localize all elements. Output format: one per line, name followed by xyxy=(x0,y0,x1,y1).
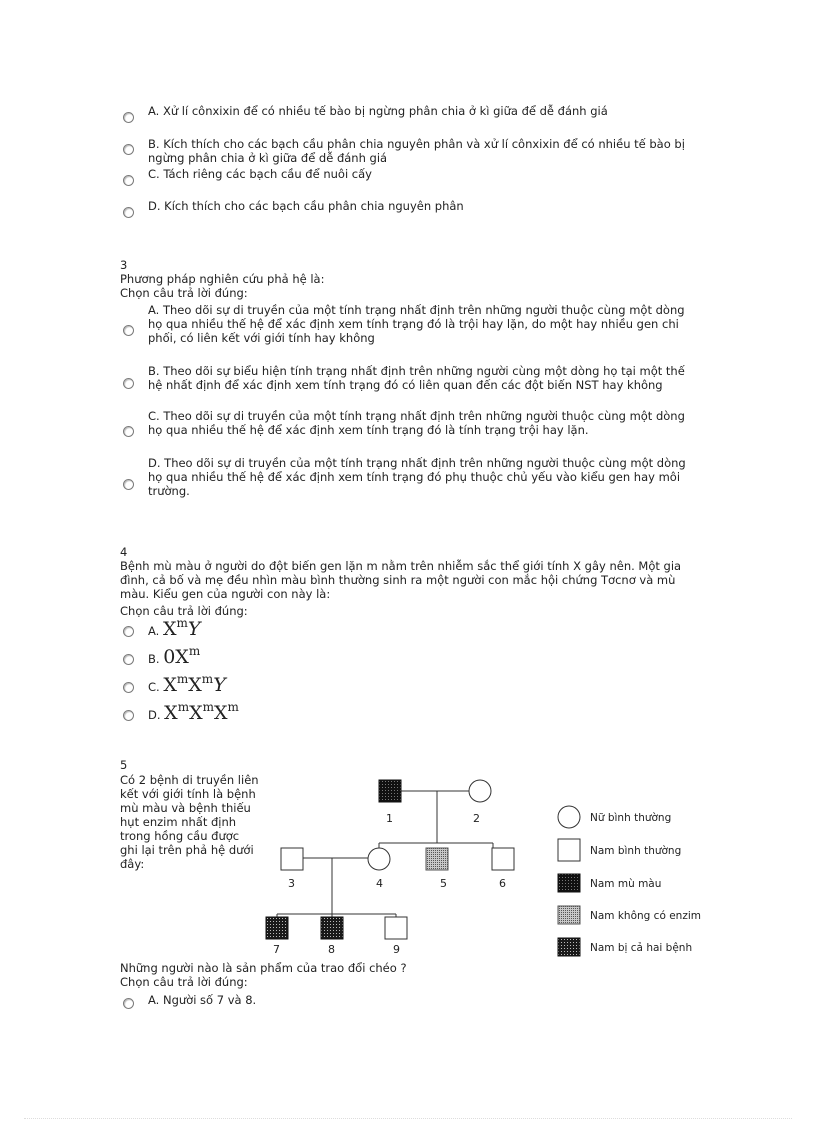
legend-colorblind-male-icon xyxy=(558,874,580,892)
q2-option-c-radio[interactable] xyxy=(123,175,134,186)
q5-question-after: Những người nào là sản phẩm của trao đổi chéo ? xyxy=(120,961,407,975)
q4-option-d-label: D. xyxy=(148,708,161,722)
q3-question: Phương pháp nghiên cứu phả hệ là: xyxy=(120,272,325,286)
q3-option-c-radio[interactable] xyxy=(123,426,134,437)
legend-both-diseases-male-icon xyxy=(558,938,580,956)
q3-option-c-text: C. Theo dõi sự di truyền của một tính trạng nhất định trên những người thuộc cùng một dòng họ qua nhiều thế hệ để xác định xem tính trạng đó là tính trạng trội hay lặn. xyxy=(148,409,685,437)
q3-number: 3 xyxy=(120,258,128,272)
q5-question: Có 2 bệnh di truyền liên kết với giới tính là bệnh mù màu và bệnh thiếu hụt enzim nhất định trong hồng cầu được ghi lại trên phả hệ dưới đây: xyxy=(120,773,259,871)
q4-option-d-radio[interactable] xyxy=(123,710,134,721)
q3-option-d-radio[interactable] xyxy=(123,479,134,490)
q4-option-c xyxy=(148,674,226,696)
legend-label-2: Nam bình thường xyxy=(590,845,682,857)
q4-number: 4 xyxy=(120,545,128,559)
legend-label-1: Nữ bình thường xyxy=(590,812,672,824)
q4-option-c-formula: $X^mX^mY$ xyxy=(163,672,226,696)
pedigree-number-2: 2 xyxy=(473,812,480,825)
page-footer-divider xyxy=(24,1118,792,1119)
q5-option-a-radio[interactable] xyxy=(123,998,134,1009)
q4-option-d xyxy=(148,702,239,724)
legend-label-4: Nam không có enzim xyxy=(590,910,701,922)
individual-6-normal-male xyxy=(492,848,514,870)
q4-option-b xyxy=(148,646,200,668)
q4-option-b-formula: $0X^m$ xyxy=(163,644,201,668)
pedigree-number-7: 7 xyxy=(273,943,280,956)
q4-option-d-formula: $X^mX^mX^m$ xyxy=(164,700,239,724)
individual-3-normal-male xyxy=(281,848,303,870)
individual-7-affected-male xyxy=(266,917,288,939)
pedigree-number-1: 1 xyxy=(386,812,393,825)
legend-label-3: Nam mù màu xyxy=(590,878,662,890)
individual-2-normal-female xyxy=(469,780,491,802)
q5-number: 5 xyxy=(120,758,128,772)
q3-option-d-text: D. Theo dõi sự di truyền của một tính trạng nhất định trên những người thuộc cùng một dòng họ qua nhiều thế hệ để xác định xem tính trạng đó phụ thuộc chủ yếu vào kiểu gen hay môi trường. xyxy=(148,456,686,498)
pedigree-number-3: 3 xyxy=(288,877,295,890)
q4-question: Bệnh mù màu ở người do đột biến gen lặn m nằm trên nhiễm sắc thể giới tính X gây nên. Một gia đình, cả bố và mẹ đều nhìn màu bình thường sinh ra một người con mắc hội chứng Tơcnơ và mù màu. Kiểu gen của người con này là: xyxy=(120,559,682,601)
pedigree-number-4: 4 xyxy=(376,877,383,890)
individual-9-normal-male xyxy=(385,917,407,939)
q4-prompt: Chọn câu trả lời đúng: xyxy=(120,604,248,618)
q4-option-a-label: A. xyxy=(148,624,160,638)
legend-enzyme-deficient-male-icon xyxy=(558,906,580,924)
q2-option-b-text: B. Kích thích cho các bạch cầu phân chia nguyên phân và xử lí cônxixin để có nhiều tế bào bị ngừng phân chia ở kì giữa để dễ đánh giá xyxy=(148,137,685,165)
q2-option-a-radio[interactable] xyxy=(123,112,134,123)
q2-option-b-radio[interactable] xyxy=(123,144,134,155)
q4-option-a-formula: $X^mY$ xyxy=(162,616,201,640)
pedigree-number-8: 8 xyxy=(328,943,335,956)
q3-option-a-radio[interactable] xyxy=(123,325,134,336)
individual-8-affected-male xyxy=(321,917,343,939)
q3-prompt: Chọn câu trả lời đúng: xyxy=(120,286,248,300)
q3-option-b-radio[interactable] xyxy=(123,378,134,389)
q2-option-d-text: D. Kích thích cho các bạch cầu phân chia nguyên phân xyxy=(148,199,464,213)
q4-option-c-label: C. xyxy=(148,680,160,694)
q4-option-a xyxy=(148,618,200,640)
q5-prompt: Chọn câu trả lời đúng: xyxy=(120,975,248,989)
individual-1-affected-male xyxy=(379,780,401,802)
q3-option-a-text: A. Theo dõi sự di truyền của một tính trạng nhất định trên những người thuộc cùng một dòng họ qua nhiều thế hệ để xác định xem tính trạng đó là trội hay lặn, do một hay nhiều gen chi phối, có liên kết với giới tính hay không xyxy=(148,303,685,345)
legend-normal-male-icon xyxy=(558,839,580,861)
pedigree-number-9: 9 xyxy=(393,943,400,956)
pedigree-number-5: 5 xyxy=(440,877,447,890)
individual-5-enzyme-deficient-male xyxy=(426,848,448,870)
pedigree-number-6: 6 xyxy=(499,877,506,890)
q2-option-c-text: C. Tách riêng các bạch cầu để nuôi cấy xyxy=(148,167,372,181)
q4-option-b-label: B. xyxy=(148,652,160,666)
q3-option-b-text: B. Theo dõi sự biểu hiện tính trạng nhất định trên những người cùng một dòng họ tại một thế hệ nhất định để xác định xem tính trạng đó có liên quan đến các đột biến NST hay không xyxy=(148,364,685,392)
legend-label-5: Nam bị cả hai bệnh xyxy=(590,942,693,954)
pedigree-legend xyxy=(558,806,701,956)
q4-option-a-radio[interactable] xyxy=(123,626,134,637)
q2-option-d-radio[interactable] xyxy=(123,207,134,218)
q4-option-b-radio[interactable] xyxy=(123,654,134,665)
q2-option-a-text: A. Xử lí cônxixin để có nhiều tế bào bị ngừng phân chia ở kì giữa để dễ đánh giá xyxy=(148,104,608,118)
q5-option-a-text: A. Người số 7 và 8. xyxy=(148,993,257,1007)
q4-option-c-radio[interactable] xyxy=(123,682,134,693)
legend-normal-female-icon xyxy=(558,806,580,828)
individual-4-normal-female xyxy=(368,848,390,870)
pedigree-figure xyxy=(255,768,715,963)
